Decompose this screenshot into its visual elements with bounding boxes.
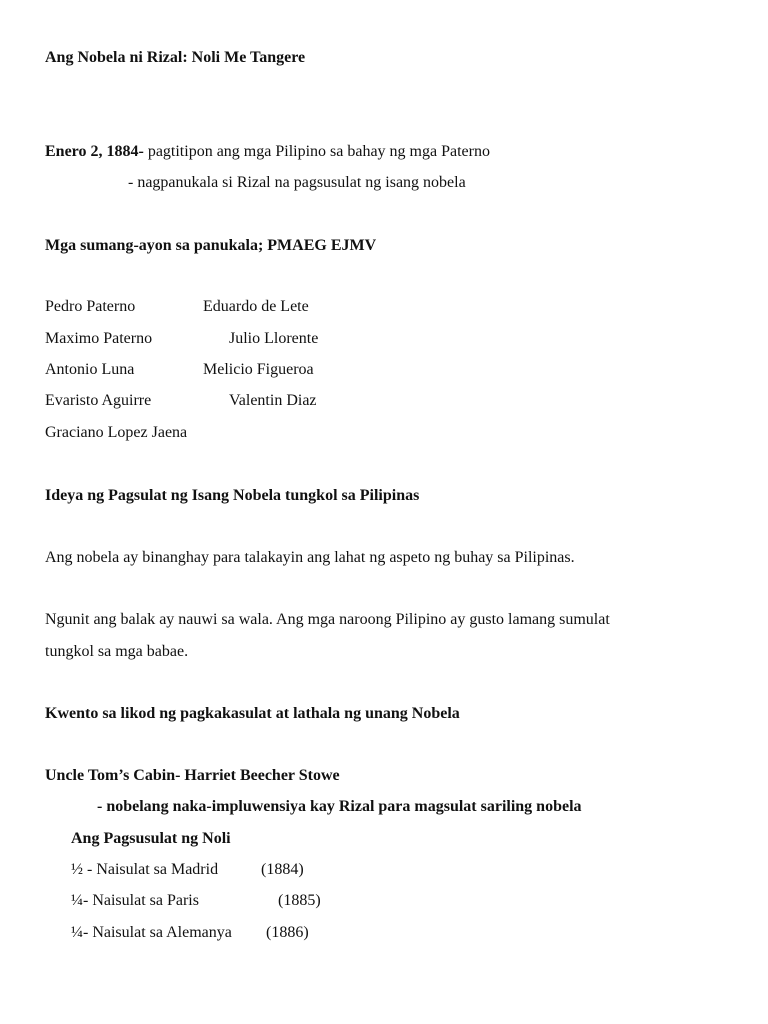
- supporter-name: Melicio Figueroa: [203, 361, 314, 378]
- idea-paragraph: tungkol sa mga babae.: [45, 643, 189, 660]
- supporters-heading: Mga sumang-ayon sa panukala; PMAEG EJMV: [45, 237, 377, 254]
- writing-item-label: ¼- Naisulat sa Paris: [71, 892, 199, 909]
- idea-paragraph: Ang nobela ay binanghay para talakayin ang lahat ng aspeto ng buhay sa Pilipinas.: [45, 549, 575, 566]
- document-title: Ang Nobela ni Rizal: Noli Me Tangere: [45, 49, 306, 66]
- book-title: Uncle Tom’s Cabin- Harriet Beecher Stowe: [45, 767, 340, 784]
- supporter-name: Valentin Diaz: [229, 392, 317, 409]
- meeting-date: Enero 2, 1884-: [45, 143, 144, 160]
- writing-item-label: ½ - Naisulat sa Madrid: [71, 861, 219, 878]
- writing-item-year: (1886): [266, 924, 309, 941]
- book-influence: - nobelang naka-impluwensiya kay Rizal para magsulat sariling nobela: [97, 798, 582, 815]
- supporter-name: Eduardo de Lete: [203, 298, 309, 315]
- meeting-line: [45, 142, 490, 162]
- meeting-description: pagtitipon ang mga Pilipino sa bahay ng mga Paterno: [143, 143, 490, 160]
- supporter-name: Antonio Luna: [45, 361, 135, 378]
- meeting-proposal: - nagpanukala si Rizal na pagsusulat ng isang nobela: [128, 174, 466, 191]
- writing-item-label: ¼- Naisulat sa Alemanya: [71, 924, 232, 941]
- supporter-name: Evaristo Aguirre: [45, 392, 152, 409]
- writing-item-year: (1885): [278, 892, 321, 909]
- writing-heading: Ang Pagsusulat ng Noli: [71, 830, 231, 847]
- supporter-name: Pedro Paterno: [45, 298, 136, 315]
- story-heading: Kwento sa likod ng pagkakasulat at lathala ng unang Nobela: [45, 705, 460, 722]
- idea-heading: Ideya ng Pagsulat ng Isang Nobela tungkol sa Pilipinas: [45, 487, 420, 504]
- writing-item-year: (1884): [261, 861, 304, 878]
- supporter-name: Maximo Paterno: [45, 330, 153, 347]
- idea-paragraph: Ngunit ang balak ay nauwi sa wala. Ang mga naroong Pilipino ay gusto lamang sumulat: [45, 611, 610, 628]
- supporter-name: Julio Llorente: [229, 330, 319, 347]
- supporter-name: Graciano Lopez Jaena: [45, 424, 188, 441]
